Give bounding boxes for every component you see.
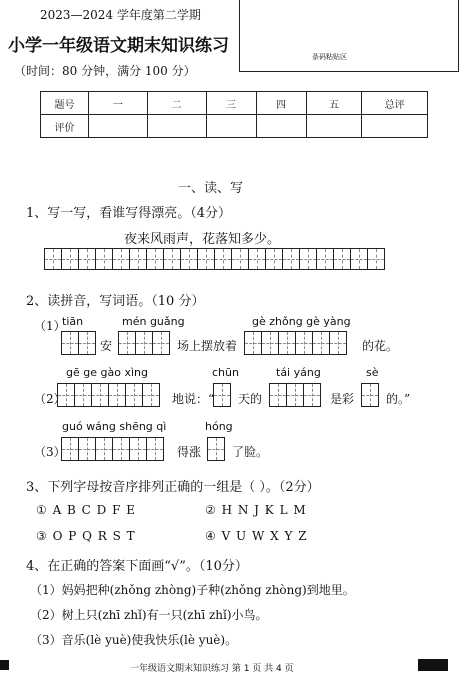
pinyin: sè xyxy=(366,366,379,379)
answer-grid[interactable] xyxy=(62,437,164,461)
score-cell: 五 xyxy=(306,92,362,115)
barcode-area xyxy=(239,0,459,72)
score-table xyxy=(40,91,428,138)
pinyin: hóng xyxy=(205,420,233,433)
q4-item[interactable]: （3）音乐(lè yuè)使我快乐(lè yuè)。 xyxy=(30,633,238,647)
writing-cell[interactable] xyxy=(197,248,215,270)
writing-cell[interactable] xyxy=(44,248,62,270)
q3-option[interactable]: ① A B C D F E xyxy=(36,503,137,517)
q4-item[interactable]: （1）妈妈把种(zhǒng zhòng)子种(zhǒng zhòng)到地里。 xyxy=(30,583,355,597)
item-number: （3） xyxy=(34,445,66,459)
sentence-text: 场上摆放着 xyxy=(177,339,238,353)
answer-grid[interactable] xyxy=(58,383,160,407)
sentence-text: 天的 xyxy=(238,392,263,406)
q4-title: 4、在正确的答案下面画“√”。（10分） xyxy=(26,559,248,574)
pinyin: gè zhǒng gè yàng xyxy=(252,315,351,328)
score-cell: 二 xyxy=(147,92,206,115)
corner-mark xyxy=(418,659,448,671)
sentence-text: 了脸。 xyxy=(232,445,269,459)
pinyin: chūn xyxy=(212,366,239,379)
answer-grid[interactable] xyxy=(208,437,225,461)
writing-cell[interactable] xyxy=(163,248,181,270)
writing-cell[interactable] xyxy=(265,248,283,270)
writing-cell[interactable] xyxy=(367,248,385,270)
score-cell: 总评 xyxy=(362,92,428,115)
answer-grid[interactable] xyxy=(214,383,231,407)
q1-sentence: 夜来风雨声，花落知多少。 xyxy=(124,232,281,247)
score-input-cell[interactable] xyxy=(206,115,256,138)
item-number: （1） xyxy=(34,319,66,333)
writing-cell[interactable] xyxy=(61,248,79,270)
answer-grid[interactable] xyxy=(362,383,379,407)
writing-cell[interactable] xyxy=(180,248,198,270)
barcode-label: 条码粘贴区 xyxy=(312,53,347,61)
section-title: 一、读、写 xyxy=(178,181,244,196)
pinyin: guó wáng shēng qì xyxy=(62,420,167,433)
pinyin: tiān xyxy=(62,315,84,328)
score-cell: 题号 xyxy=(41,92,89,115)
answer-grid[interactable] xyxy=(62,331,96,355)
writing-cell[interactable] xyxy=(248,248,266,270)
score-cell: 一 xyxy=(89,92,148,115)
q1-writing-grid[interactable] xyxy=(45,248,385,270)
pinyin: mén guǎng xyxy=(122,315,185,328)
score-cell: 四 xyxy=(256,92,306,115)
answer-grid[interactable] xyxy=(245,331,347,355)
writing-cell[interactable] xyxy=(316,248,334,270)
q3-option[interactable]: ④ V U W X Y Z xyxy=(205,529,308,543)
score-input-cell[interactable] xyxy=(362,115,428,138)
q3-option[interactable]: ③ O P Q R S T xyxy=(36,529,136,543)
pinyin: tái yáng xyxy=(276,366,321,379)
q4-item[interactable]: （2）树上只(zhī zhǐ)有一只(zhī zhǐ)小鸟。 xyxy=(30,608,268,622)
score-cell: 评价 xyxy=(41,115,89,138)
q3-option[interactable]: ② H N J K L M xyxy=(205,503,307,517)
sentence-text: 的。” xyxy=(386,392,411,406)
score-input-cell[interactable] xyxy=(89,115,148,138)
sentence-text: 是彩 xyxy=(330,392,355,406)
writing-cell[interactable] xyxy=(333,248,351,270)
corner-mark xyxy=(0,660,9,670)
sentence-text: 的花。 xyxy=(362,339,399,353)
writing-cell[interactable] xyxy=(231,248,249,270)
page-footer: 一年级语文期末知识练习 第 1 页 共 4 页 xyxy=(130,664,294,674)
page-title: 小学一年级语文期末知识练习 xyxy=(8,36,229,56)
answer-grid[interactable] xyxy=(119,331,170,355)
writing-cell[interactable] xyxy=(78,248,96,270)
school-year: 2023—2024 学年度第二学期 xyxy=(40,8,201,22)
writing-cell[interactable] xyxy=(350,248,368,270)
q3-title: 3、下列字母按音序排列正确的一组是（ ）。（2分） xyxy=(26,480,320,495)
sentence-text: 得涨 xyxy=(177,445,202,459)
sentence-text: 地说：“ xyxy=(172,392,215,406)
score-input-cell[interactable] xyxy=(147,115,206,138)
q2-title: 2、读拼音，写词语。（10 分） xyxy=(26,294,205,309)
score-input-cell[interactable] xyxy=(256,115,306,138)
writing-cell[interactable] xyxy=(146,248,164,270)
writing-cell[interactable] xyxy=(299,248,317,270)
score-cell: 三 xyxy=(206,92,256,115)
sentence-text: 安 xyxy=(100,339,113,353)
writing-cell[interactable] xyxy=(129,248,147,270)
item-number: （2） xyxy=(34,392,66,406)
answer-grid[interactable] xyxy=(270,383,321,407)
pinyin: gē ge gào xìng xyxy=(66,366,148,379)
writing-cell[interactable] xyxy=(112,248,130,270)
score-table-eval-row xyxy=(41,115,428,138)
writing-cell[interactable] xyxy=(282,248,300,270)
score-input-cell[interactable] xyxy=(306,115,362,138)
writing-cell[interactable] xyxy=(95,248,113,270)
time-info: （时间：80 分钟，满分 100 分） xyxy=(14,64,196,78)
score-table-header-row xyxy=(41,92,428,115)
writing-cell[interactable] xyxy=(214,248,232,270)
q1-title: 1、写一写，看谁写得漂亮。（4分） xyxy=(26,206,232,221)
